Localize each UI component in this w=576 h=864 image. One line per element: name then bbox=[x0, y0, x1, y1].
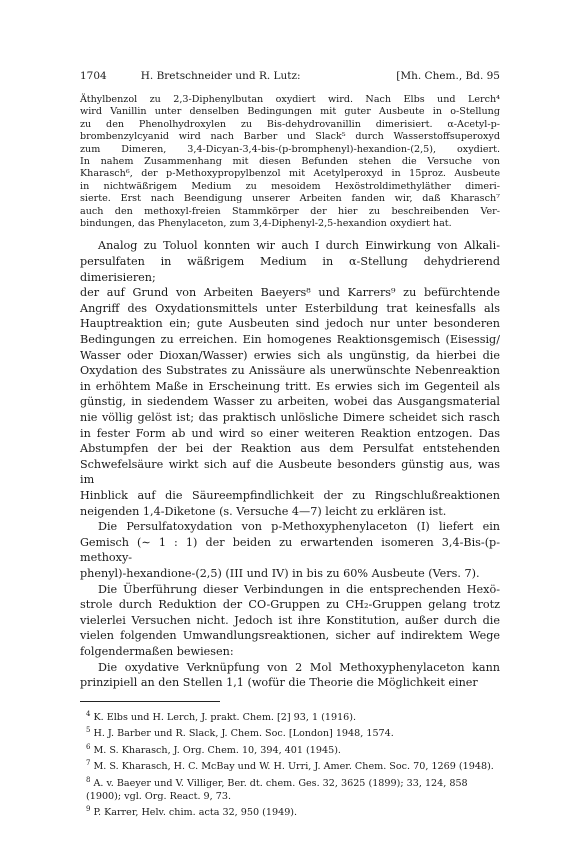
text-line: phenyl)-hexandione-(2,5) (III und IV) in bis zu 60% Ausbeute (Vers. 7). bbox=[80, 566, 480, 580]
footnote-number: 6 bbox=[86, 742, 91, 751]
text-line: In nahem Zusammenhang mit diesen Befunden stehen die Versuche von bbox=[80, 156, 500, 168]
footnote bbox=[80, 757, 500, 774]
text-line: Wasser oder Dioxan/Wasser) erwies sich als ungünstig, da hierbei die bbox=[80, 348, 500, 362]
text-line: zu den Phenolhydroxylen zu Bis-dehydrovanillin dimerisiert. α-Acetyl-p- bbox=[80, 118, 500, 130]
footnote-number: 4 bbox=[86, 709, 91, 718]
footnote-text: M. S. Kharasch, H. C. McBay und W. H. Urri, J. Amer. Chem. Soc. 70, 1269 (1948). bbox=[93, 761, 494, 773]
text-line: Kharasch⁶, der p-Methoxypropylbenzol mit Acetylperoxyd in 15proz. Ausbeute bbox=[80, 168, 500, 180]
text-line: wird Vanillin unter denselben Bedingungen mit guter Ausbeute in o-Stellung bbox=[80, 106, 500, 118]
footnote-number: 8 bbox=[86, 776, 91, 785]
footnote-text: M. S. Kharasch, J. Org. Chem. 10, 394, 401 (1945). bbox=[93, 745, 341, 757]
paragraph-verknuepfung bbox=[80, 660, 500, 691]
footnote-rule bbox=[80, 701, 220, 702]
footnote-number: 5 bbox=[86, 726, 91, 735]
text-line: Abstumpfen der bei der Reaktion aus dem Persulfat entstehenden bbox=[80, 442, 500, 456]
page bbox=[80, 70, 500, 820]
paragraph-ueberfuehrung bbox=[80, 582, 500, 660]
text-line: Oxydation des Substrates zu Anissäure als unerwünschte Nebenreaktion bbox=[80, 364, 500, 378]
small-print-paragraph bbox=[80, 94, 500, 230]
text-line: in erhöhtem Maße in Erscheinung tritt. Es erwies sich im Gegenteil als bbox=[80, 379, 500, 393]
text-line: nie völlig gelöst ist; das praktisch unlösliche Dimere scheidet sich rasch bbox=[80, 411, 500, 424]
text-line: Hauptreaktion ein; gute Ausbeuten sind jedoch nur unter besonderen bbox=[80, 317, 500, 331]
text-line: folgendermaßen bewiesen: bbox=[80, 644, 234, 658]
text-line: günstig, in siedendem Wasser zu arbeiten, wobei das Ausgangsmaterial bbox=[80, 395, 500, 409]
footnote-number: 9 bbox=[86, 805, 91, 814]
footnote bbox=[80, 774, 500, 803]
footnote-text: H. J. Barber und R. Slack, J. Chem. Soc. [London] 1948, 1574. bbox=[93, 728, 394, 740]
footnotes bbox=[80, 708, 500, 820]
footnote-text: P. Karrer, Helv. chim. acta 32, 950 (1949). bbox=[93, 807, 298, 819]
footnote bbox=[80, 724, 500, 741]
running-header bbox=[80, 70, 500, 82]
footnote-text: K. Elbs und H. Lerch, J. prakt. Chem. [2] 93, 1 (1916). bbox=[93, 711, 357, 723]
text-line: Gemisch (∼ 1 : 1) der beiden zu erwartenden isomeren 3,4-Bis-(p-methoxy- bbox=[80, 535, 500, 565]
text-line: in fester Form ab und wird so einer weiteren Reaktion entzogen. Das bbox=[80, 426, 500, 440]
text-line: Die oxydative Verknüpfung von 2 Mol Methoxyphenylaceton kann bbox=[98, 660, 500, 674]
text-line: Analog zu Toluol konnten wir auch I durch Einwirkung von Alkali- bbox=[98, 239, 500, 253]
text-line: vielen folgenden Umwandlungsreaktionen, sicher auf indirektem Wege bbox=[80, 629, 500, 643]
text-line: Äthylbenzol zu 2,3-Diphenylbutan oxydiert wird. Nach Elbs und Lerch⁴ bbox=[80, 94, 500, 105]
text-line: Hinblick auf die Säureempfindlichkeit der zu Ringschlußreaktionen bbox=[80, 488, 500, 502]
text-line: Die Überführung dieser Verbindungen in die entsprechenden Hexö- bbox=[98, 582, 500, 596]
text-line: Schwefelsäure wirkt sich auf die Ausbeute besonders günstig aus, was im bbox=[80, 457, 500, 487]
text-line: persulfaten in wäßrigem Medium in α-Stellung dehydrierend dimerisieren; bbox=[80, 255, 500, 284]
text-line: Bedingungen zu erreichen. Ein homogenes Reaktionsgemisch (Eisessig/ bbox=[80, 333, 500, 347]
text-line: Die Persulfatoxydation von p-Methoxyphenylaceton (I) liefert ein bbox=[98, 520, 500, 534]
text-line: der auf Grund von Arbeiten Baeyers⁸ und Karrers⁹ zu befürchtende bbox=[80, 286, 500, 300]
text-line: strole durch Reduktion der CO-Gruppen zu CH₂-Gruppen gelang trotz bbox=[80, 598, 500, 612]
footnote-number: 7 bbox=[86, 759, 91, 768]
text-line: brombenzylcyanid wird nach Barber und Slack⁵ durch Wasserstoffsuperoxyd bbox=[80, 131, 500, 143]
footnote-text: A. v. Baeyer und V. Villiger, Ber. dt. chem. Ges. 32, 3625 (1899); 33, 124, 858 (1900); vgl. Org. React. 9, 73. bbox=[86, 778, 468, 802]
journal-reference: [Mh. Chem., Bd. 95 bbox=[396, 70, 500, 82]
text-line: vielerlei Versuchen nicht. Jedoch ist ihre Konstitution, außer durch die bbox=[80, 613, 500, 627]
text-line: auch den methoxyl-freien Stammkörper der hier zu beschreibenden Ver- bbox=[80, 205, 500, 217]
paragraph-persulfatoxydation bbox=[80, 519, 500, 581]
text-line: neigenden 1,4-Diketone (s. Versuche 4—7) leicht zu erklären ist. bbox=[80, 504, 447, 518]
footnote bbox=[80, 803, 500, 820]
text-line: in nichtwäßrigem Medium zu mesoidem Hexöstroldimethyläther dimeri- bbox=[80, 180, 500, 192]
page-number: 1704 bbox=[80, 70, 107, 82]
running-authors: H. Bretschneider und R. Lutz: bbox=[140, 70, 301, 82]
footnote bbox=[80, 708, 500, 725]
text-line: bindungen, das Phenylaceton, zum 3,4-Diphenyl-2,5-hexandion oxydiert hat. bbox=[80, 218, 452, 230]
text-line: Angriff des Oxydationsmittels unter Esterbildung trat keinesfalls als bbox=[80, 301, 500, 315]
text-line: sierte. Erst nach Beendigung unserer Arbeiten fanden wir, daß Kharasch⁷ bbox=[80, 193, 500, 205]
text-line: prinzipiell an den Stellen 1,1 (wofür die Theorie die Möglichkeit einer bbox=[80, 676, 478, 690]
text-line: zum Dimeren, 3,4-Dicyan-3,4-bis-(p-bromphenyl)-hexandion-(2,5), oxydiert. bbox=[80, 143, 500, 155]
paragraph-analog bbox=[80, 238, 500, 519]
footnote bbox=[80, 741, 500, 758]
